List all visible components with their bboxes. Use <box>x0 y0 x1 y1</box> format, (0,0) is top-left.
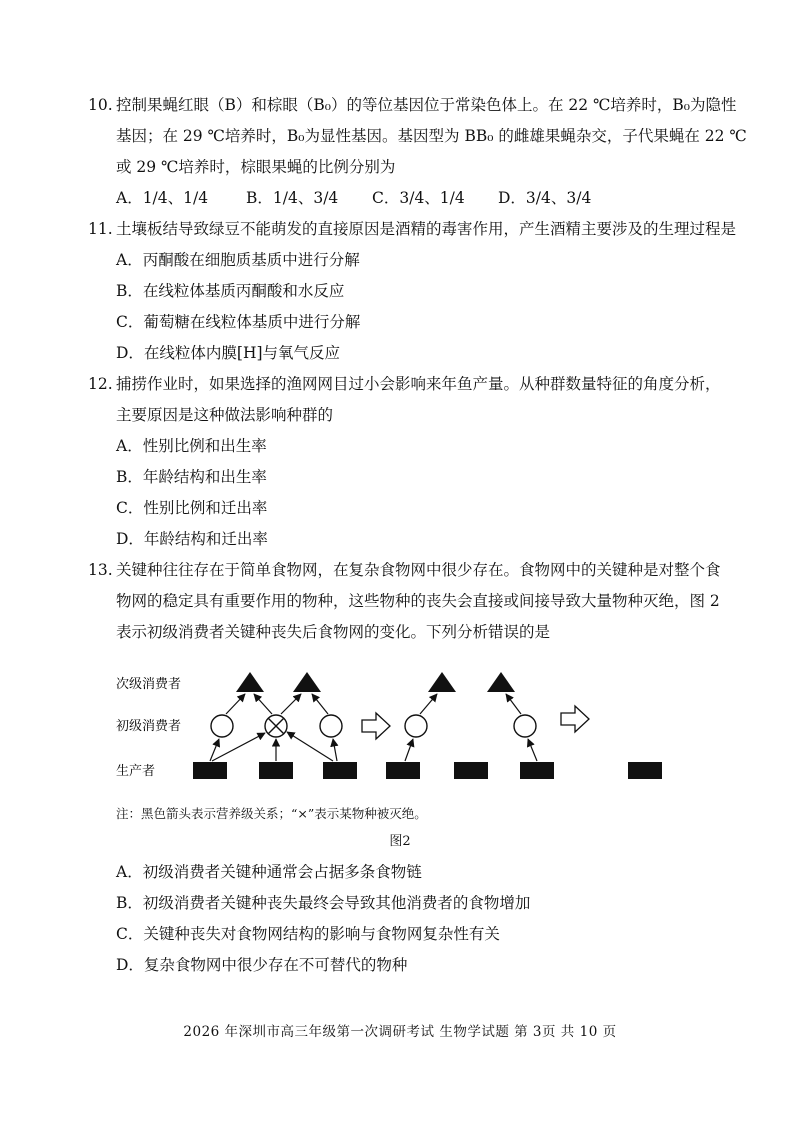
producer-rect-4 <box>386 762 420 779</box>
question-10-line-1: 控制果蝇红眼（B）和棕眼（B₀）的等位基因位于常染色体上。在 22 ℃培养时，B₀为隐性 <box>116 96 737 114</box>
label-secondary-consumer: 次级消费者 <box>116 677 182 692</box>
question-11-line-1: 土壤板结导致绿豆不能萌发的直接原因是酒精的毒害作用，产生酒精主要涉及的生理过程是 <box>116 220 737 238</box>
secondary-consumer-triangle-3 <box>428 672 456 692</box>
producer-rect-7 <box>628 762 662 779</box>
option-a[interactable]: A．1/4、1/4 <box>116 189 209 207</box>
question-10-number: 10. <box>88 96 113 114</box>
question-13-line-3: 表示初级消费者关键种丧失后食物网的变化。下列分析错误的是 <box>116 623 551 641</box>
question-12-option-d[interactable]: D．年龄结构和迁出率 <box>116 530 268 548</box>
question-12-line-2: 主要原因是这种做法影响种群的 <box>116 406 334 424</box>
question-13-option-a[interactable]: A．初级消费者关键种通常会占据多条食物链 <box>116 863 422 881</box>
option-b[interactable]: B．1/4、3/4 <box>246 189 339 207</box>
label-primary-consumer: 初级消费者 <box>116 719 182 734</box>
question-13-number: 13. <box>88 561 113 579</box>
figure-note: 注：黑色箭头表示营养级关系；“×”表示某物种被灭绝。 <box>116 806 427 821</box>
question-11-option-d[interactable]: D．在线粒体内膜[H]与氧气反应 <box>116 344 341 362</box>
question-13-option-c[interactable]: C．关键种丧失对食物网结构的影响与食物网复杂性有关 <box>116 925 500 943</box>
page-footer: 2026 年深圳市高三年级第一次调研考试 生物学试题 第 3页 共 10 页 <box>183 1024 617 1040</box>
question-11-number: 11. <box>88 220 113 238</box>
option-c[interactable]: C．3/4、1/4 <box>372 189 465 207</box>
primary-consumer-circle-4 <box>405 715 427 737</box>
arrows-primary-to-secondary <box>226 694 328 714</box>
label-producer: 生产者 <box>116 764 156 779</box>
question-13-option-d[interactable]: D．复杂食物网中很少存在不可替代的物种 <box>116 956 408 974</box>
question-11-option-a[interactable]: A．丙酮酸在细胞质基质中进行分解 <box>116 251 360 269</box>
question-12-number: 12. <box>88 375 113 393</box>
figure-caption: 图2 <box>389 834 411 849</box>
producer-rect-2 <box>259 762 293 779</box>
primary-consumer-circle-5 <box>514 715 536 737</box>
question-12-option-b[interactable]: B．年龄结构和出生率 <box>116 468 267 486</box>
arrows-middle-web <box>405 694 537 761</box>
question-11-option-c[interactable]: C．葡萄糖在线粒体基质中进行分解 <box>116 313 361 331</box>
primary-consumer-circle-1 <box>211 715 233 737</box>
extinct-keystone-species <box>265 715 287 737</box>
secondary-consumer-triangle-4 <box>487 672 515 692</box>
transition-arrow-1 <box>362 713 390 739</box>
secondary-consumer-triangle-2 <box>293 672 321 692</box>
producer-rect-6 <box>520 762 554 779</box>
question-11-option-b[interactable]: B．在线粒体基质丙酮酸和水反应 <box>116 282 345 300</box>
question-13-option-b[interactable]: B．初级消费者关键种丧失最终会导致其他消费者的食物增加 <box>116 894 531 912</box>
producer-rect-1 <box>193 762 227 779</box>
question-12-line-1: 捕捞作业时，如果选择的渔网网目过小会影响来年鱼产量。从种群数量特征的角度分析， <box>116 375 721 393</box>
producer-rect-3 <box>323 762 357 779</box>
question-12-option-c[interactable]: C．性别比例和迁出率 <box>116 499 268 517</box>
option-d[interactable]: D．3/4、3/4 <box>498 189 592 207</box>
question-10-line-3: 或 29 ℃培养时，棕眼果蝇的比例分别为 <box>116 158 396 176</box>
transition-arrow-2 <box>561 706 589 732</box>
question-10-line-2: 基因；在 29 ℃培养时，B₀为显性基因。基因型为 BB₀ 的雌雄果蝇杂交，子代果蝇在 22 ℃ <box>116 127 747 145</box>
food-web-figure <box>0 650 800 810</box>
question-13-line-1: 关键种往往存在于简单食物网，在复杂食物网中很少存在。食物网中的关键种是对整个食 <box>116 561 721 579</box>
question-13-line-2: 物网的稳定具有重要作用的物种，这些物种的丧失会直接或间接导致大量物种灭绝，图 2 <box>116 592 720 610</box>
primary-consumer-circle-3 <box>320 715 342 737</box>
question-12-option-a[interactable]: A．性别比例和出生率 <box>116 437 267 455</box>
secondary-consumer-triangle-1 <box>236 672 264 692</box>
producer-rect-5 <box>454 762 488 779</box>
